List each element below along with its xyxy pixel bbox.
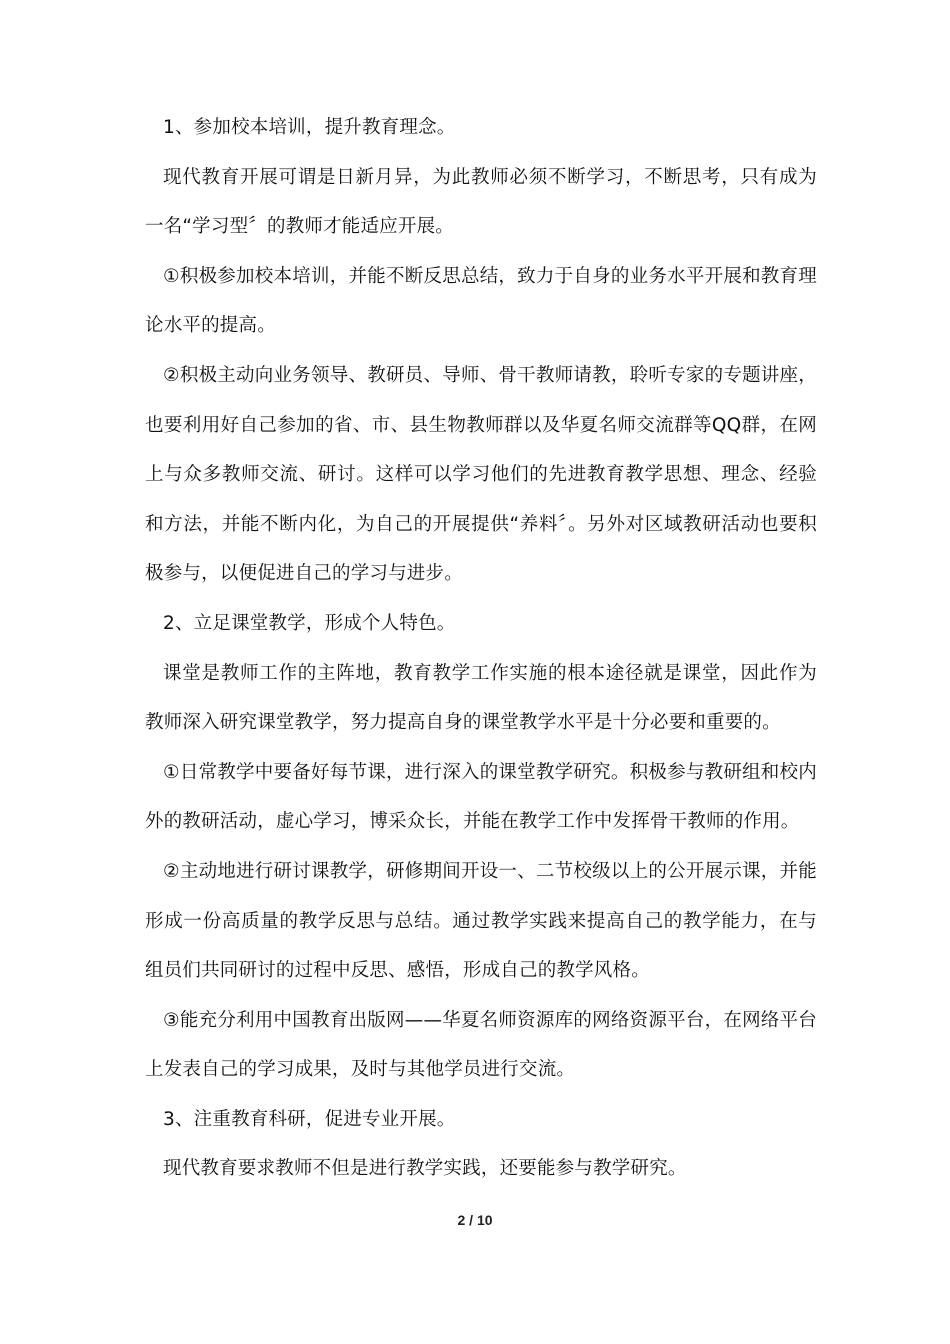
section-heading-1: 1、参加校本培训，提升教育理念。 <box>163 117 456 138</box>
section-heading-3: 3、注重教育科研，促进专业开展。 <box>163 1108 456 1130</box>
page-number: 2 / 10 <box>457 1212 493 1228</box>
document-body <box>145 103 817 1194</box>
list-item-paragraph: ①积极参加校本培训，并能不断反思总结，致力于自身的业务水平开展和教育理论水平的提高。 <box>145 265 817 337</box>
list-item-paragraph: ①日常教学中要备好每节课，进行深入的课堂教学研究。积极参与教研组和校内外的教研活动，虚心学习，博采众长，并能在教学工作中发挥骨干教师的作用。 <box>145 761 817 833</box>
list-item-paragraph: ③能充分利用中国教育出版网——华夏名师资源库的网络资源平台，在网络平台上发表自己的学习成果，及时与其他学员进行交流。 <box>145 1009 817 1081</box>
section-heading-2: 2、立足课堂教学，形成个人特色。 <box>163 612 456 634</box>
paragraph: 课堂是教师工作的主阵地，教育教学工作实施的根本途径就是课堂，因此作为教师深入研究课堂教学，努力提高自身的课堂教学水平是十分必要和重要的。 <box>145 662 817 734</box>
list-item-paragraph: ②积极主动向业务领导、教研员、导师、骨干教师请教，聆听专家的专题讲座，也要利用好自己参加的省、市、县生物教师群以及华夏名师交流群等QQ群，在网上与众多教师交流、研讨。这样可以学习他们的先进教育教学思想、理念、经验和方法，并能不断内化，为自己的开展提供“养料〞。另外对区域教研活动也要积极参与，以便促进自己的学习与进步。 <box>145 364 817 585</box>
paragraph: 现代教育开展可谓是日新月异，为此教师必须不断学习，不断思考，只有成为一名“学习型〞的教师才能适应开展。 <box>145 166 817 238</box>
list-item-paragraph: ②主动地进行研讨课教学，研修期间开设一、二节校级以上的公开展示课，并能形成一份高质量的教学反思与总结。通过教学实践来提高自己的教学能力，在与组员们共同研讨的过程中反思、感悟，形成自己的教学风格。 <box>145 860 817 982</box>
paragraph: 现代教育要求教师不但是进行教学实践，还要能参与教学研究。 <box>163 1158 687 1180</box>
